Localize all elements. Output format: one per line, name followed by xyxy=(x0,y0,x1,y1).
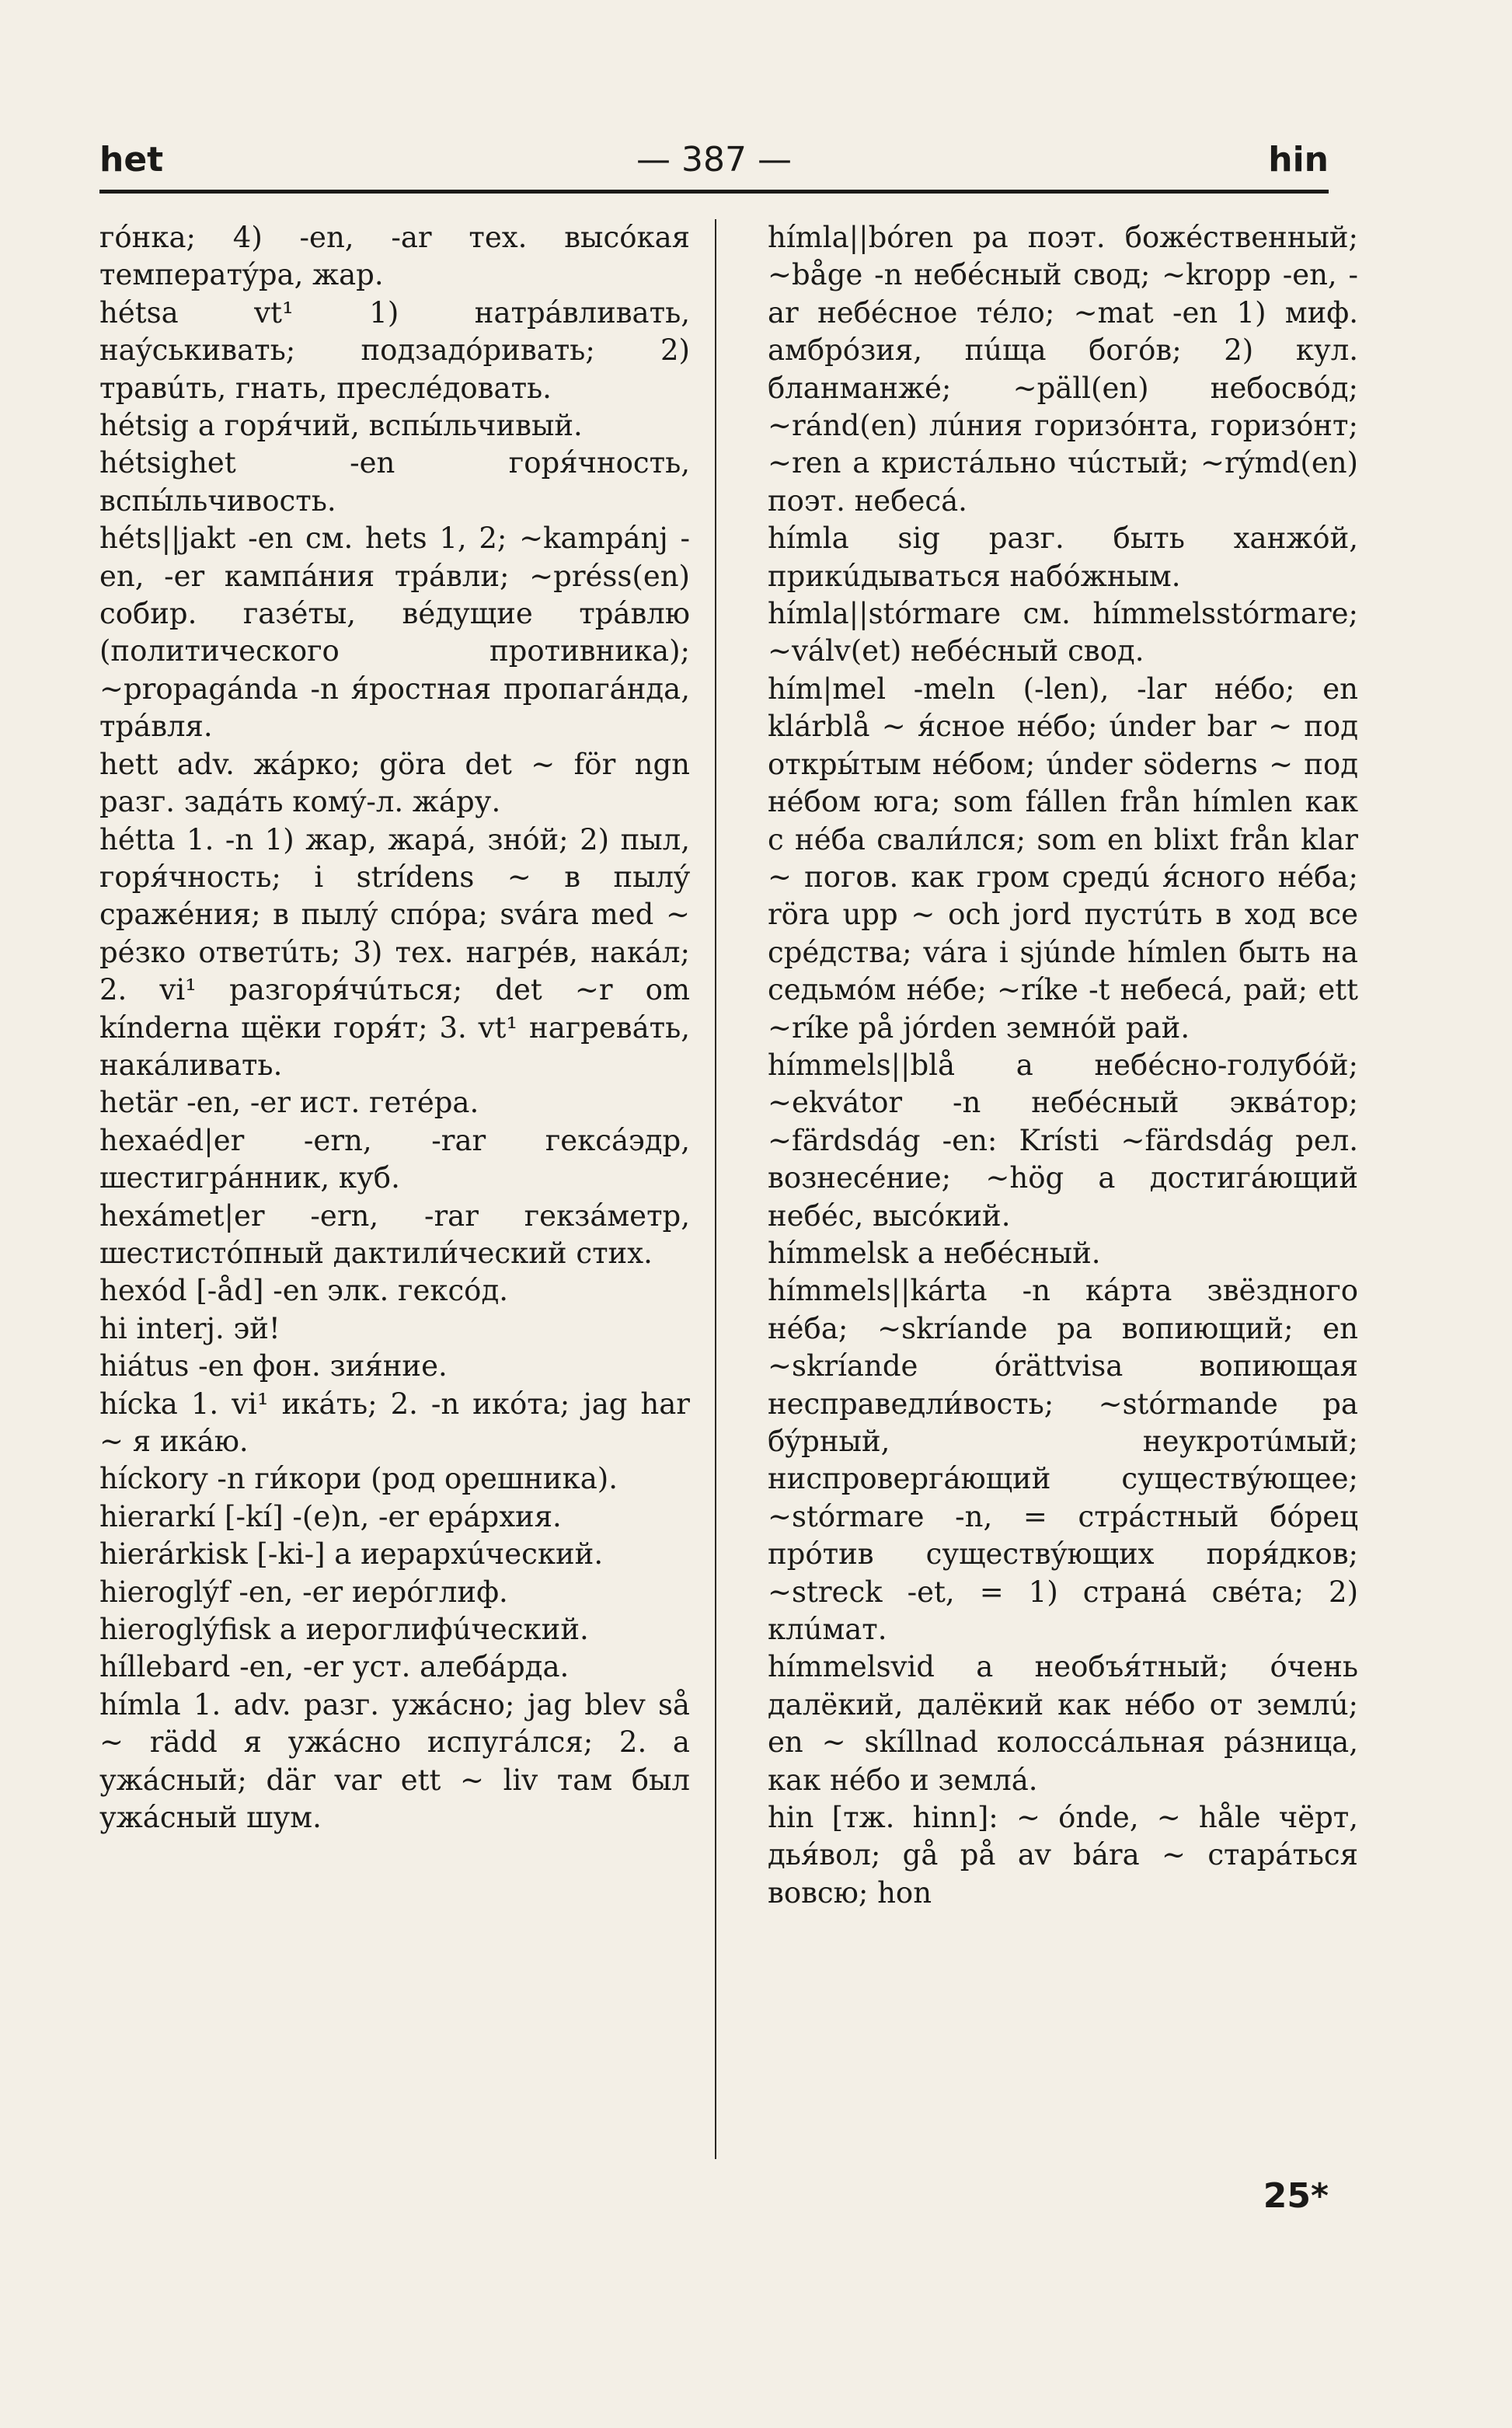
dictionary-entry: hieroglýf -en, -er иерóглиф. xyxy=(99,1575,508,1609)
header-rule xyxy=(99,190,1329,194)
dictionary-entry: hin [тж. hinn]: ~ ónde, ~ håle чёрт, дья́вол; gå på av bára ~ старáться вовсю; hon xyxy=(768,1801,1358,1910)
dictionary-entry: híllebard -en, -er уст. алебáрда. xyxy=(99,1650,570,1684)
dictionary-entry: héts||jakt -en см. hets 1, 2; ~kampánj -en, -er кампáния трáвли; ~préss(en) собир. газéты, вéдущие трáвлю (политического противника); ~propagánda -n я́ростная пропагáнда, трáвля. xyxy=(99,522,690,744)
dictionary-entry: hexámet|er -ern, -rar гекзáметр, шестистóпный дактили́ческий стих. xyxy=(99,1198,690,1270)
dictionary-entry: hierarkí [-kí] -(e)n, -er ерáрхия. xyxy=(99,1499,562,1533)
dictionary-entry: hexaéd|er -ern, -rar гексáэдр, шестигрáнник, куб. xyxy=(99,1123,690,1195)
dictionary-entry: hímla sig разг. быть ханжóй, прикúдываться набóжным. xyxy=(768,522,1358,593)
signature-mark: 25* xyxy=(1263,2176,1329,2216)
dictionary-entry: hett adv. жáрко; göra det ~ för ngn разг. задáть комý-л. жáру. xyxy=(99,747,690,819)
dictionary-entry: hím|mel -meln (-len), -lar нéбо; en klárblå ~ я́сное нéбо; únder bar ~ под откры́тым нéбом; únder söderns ~ под нéбом юга; som fállen från hímlen как с нéба свали́лся; som en blixt från klar ~ погов. как гром средú я́сного нéба; röra upp ~ och jord пустúть в ход все срéдства; vára i sjúnde hímlen быть на седьмóм нéбе; ~ríke -t небесá, рай; ett ~ríke på jórden земнóй рай. xyxy=(768,672,1358,1045)
right-guide-word: hin xyxy=(1268,140,1329,180)
dictionary-entry: hétsighet -en горя́чность, вспы́льчивость. xyxy=(99,446,690,518)
dictionary-entry: hímmelsk a небéсный. xyxy=(768,1236,1101,1270)
dictionary-entry: hímla||bóren pa поэт. божéственный; ~båge -n небéсный свод; ~kropp -en, -ar небéсное тéло; ~mat -en 1) миф. амбрóзия, пúща богóв; 2) кул. бланманжé; ~päll(en) небосвóд; ~ránd(en) лúния горизóнта, горизóнт; ~ren a кристáльно чúстый; ~rýmd(en) поэт. небесá. xyxy=(768,221,1358,518)
left-column xyxy=(99,219,690,1837)
dictionary-entry: hétta 1. -n 1) жар, жарá, знóй; 2) пыл, горя́чность; i strídens ~ в пылý сражéния; в пылý спóра; svára med ~ рéзко ответúть; 3) тех. нагрéв, накáл; 2. vi¹ разгоря́чúться; det ~r om kínderna щёки горя́т; 3. vt¹ нагревáть, накáливать. xyxy=(99,822,690,1082)
left-guide-word: het xyxy=(99,140,164,180)
dictionary-entry: hiátus -en фон. зия́ние. xyxy=(99,1349,448,1383)
dictionary-entry: hetär -en, -er ист. гетéра. xyxy=(99,1086,479,1120)
dictionary-entry: hexód [-åd] -en элк. гексóд. xyxy=(99,1274,509,1308)
dictionary-entry: hieroglýfisk a иероглифúческий. xyxy=(99,1613,589,1647)
dictionary-entry: híckory -n ги́кори (род орешника). xyxy=(99,1462,618,1496)
page-number: — 387 — xyxy=(636,140,792,180)
dictionary-entry: hi interj. эй! xyxy=(99,1311,280,1345)
dictionary-entry: hímla||stórmare см. hímmelsstórmare; ~válv(et) небéсный свод. xyxy=(768,597,1358,668)
column-divider xyxy=(715,219,716,2159)
dictionary-entry: hierárkisk [-ki-] a иерархúческий. xyxy=(99,1537,604,1572)
dictionary-entry: hétsa vt¹ 1) натрáвливать, наýськивать; подзадóривать; 2) травúть, гнать, преслéдовать. xyxy=(99,295,690,405)
dictionary-entry: hícka 1. vi¹ икáть; 2. -n икóта; jag har ~ я икáю. xyxy=(99,1387,690,1458)
dictionary-entry: hímmels||blå a небéсно-голубóй; ~ekvátor -n небéсный эквáтор; ~färdsdág -en: Krísti ~färdsdág рел. вознесéние; ~hög a достигáющий небéс, высóкий. xyxy=(768,1048,1358,1233)
right-column xyxy=(768,219,1358,1912)
dictionary-entry: hétsig a горя́чий, вспы́льчивый. xyxy=(99,409,583,443)
dictionary-entry: hímmelsvid a необъя́тный; óчень далёкий, далёкий как нéбо от землú; en ~ skíllnad колоссáльная рáзница, как нéбо и землá. xyxy=(768,1650,1358,1797)
dictionary-entry: hímla 1. adv. разг. ужáсно; jag blev så ~ rädd я ужáсно испугáлся; 2. a ужáсный; där var ett ~ liv там был ужáсный шум. xyxy=(99,1687,690,1835)
dictionary-entry: hímmels||kárta -n кáрта звёздного нéба; ~skríande pa вопиющий; en ~skríande órättvisa вопиющая несправедли́вость; ~stórmande pa бýрный, неукротúмый; ниспровергáющий существýющее; ~stórmare -n, = стрáстный бóрец прóтив существýющих поря́дков; ~streck -et, = 1) странá свéта; 2) клúмат. xyxy=(768,1274,1358,1647)
page-header xyxy=(99,140,1329,188)
dictionary-entry: гóнка; 4) -en, -ar тех. высóкая температýра, жар. xyxy=(99,221,690,292)
